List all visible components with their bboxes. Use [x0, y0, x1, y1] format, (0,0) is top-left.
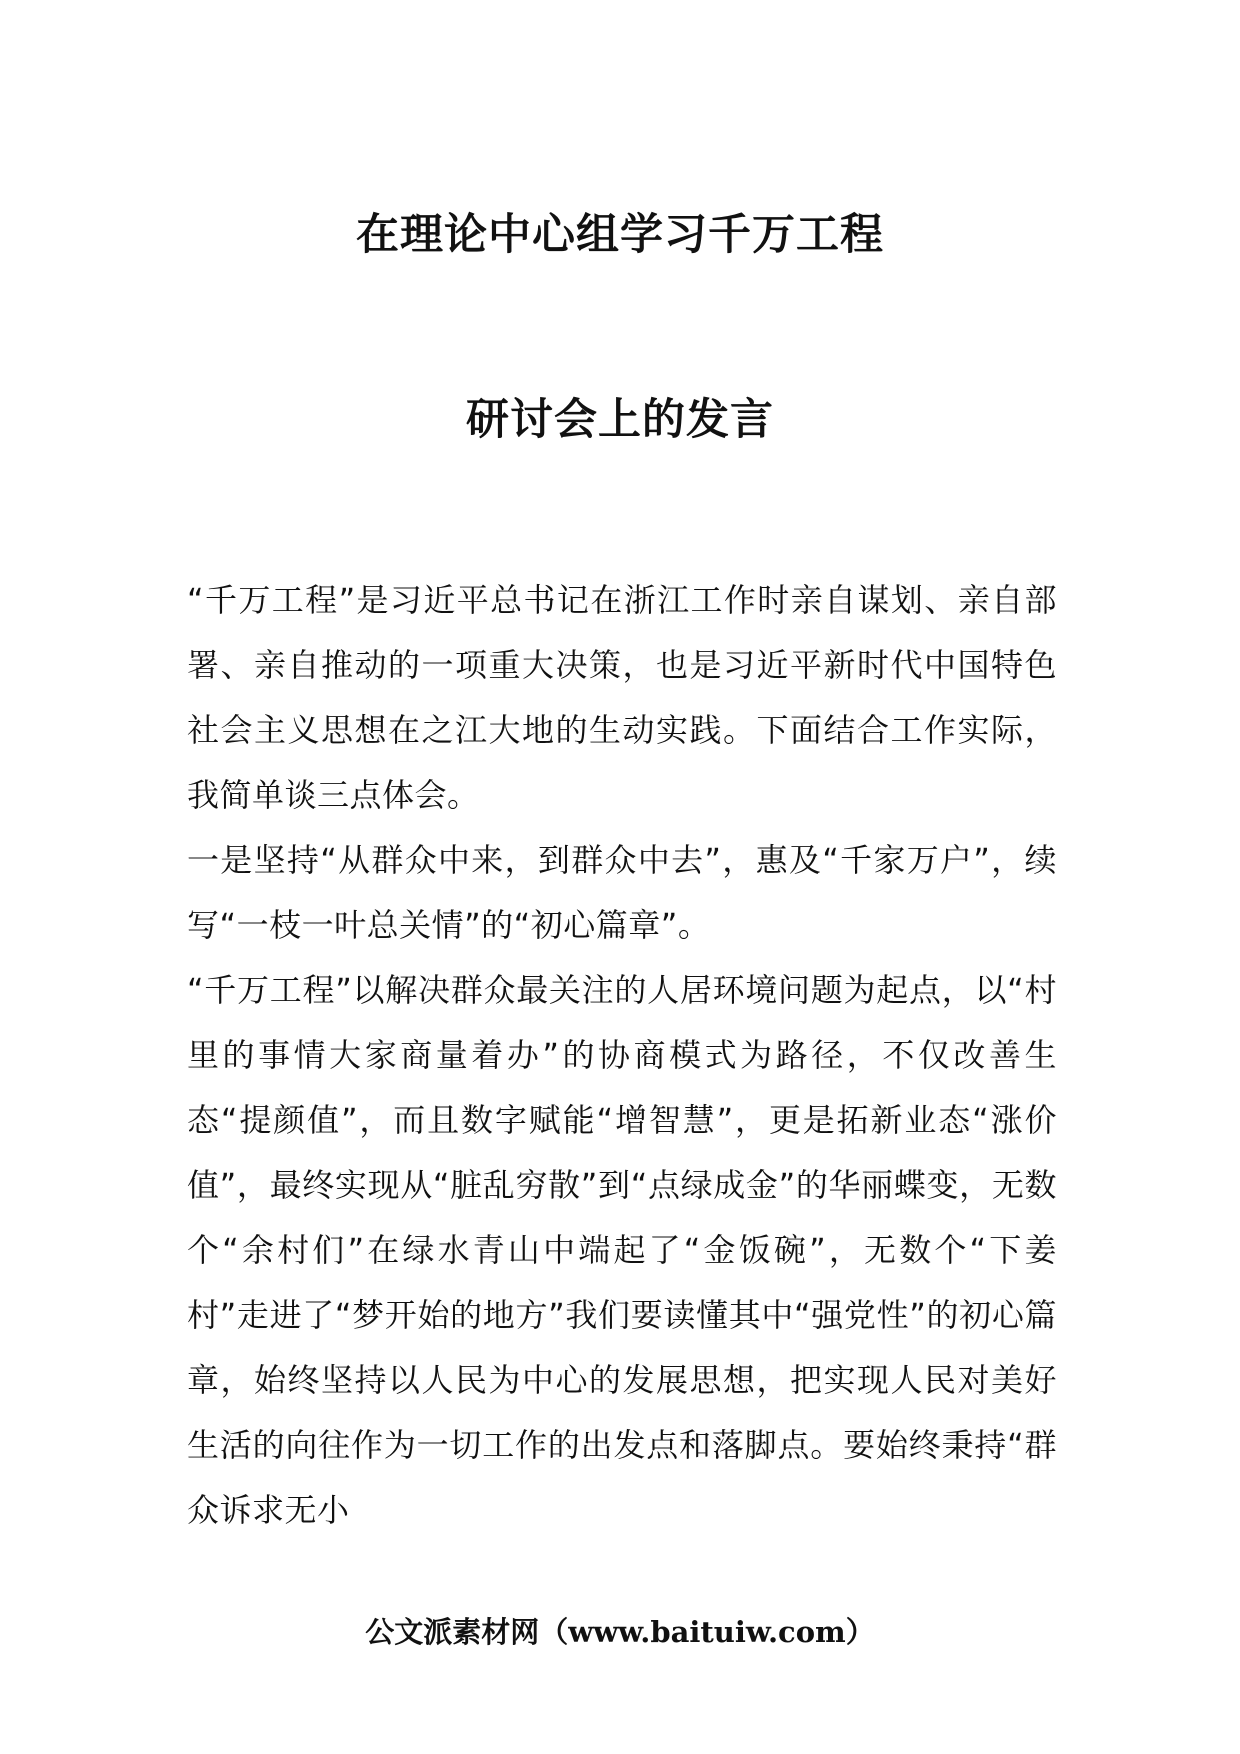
body-paragraph-point-one-detail: “千万工程”以解决群众最关注的人居环境问题为起点，以“村里的事情大家商量着办”的协商模式为路径，不仅改善生态“提颜值”，而且数字赋能“增智慧”，更是拓新业态“涨价值”，最终实现从“脏乱穷散”到“点绿成金”的华丽蝶变，无数个“余村们”在绿水青山中端起了“金饭碗”，无数个“下姜村”走进了“梦开始的地方”我们要读懂其中“强党性”的初心篇章，始终坚持以人民为中心的发展思想，把实现人民对美好生活的向往作为一切工作的出发点和落脚点。要始终秉持“群众诉求无小	[187, 971, 1057, 1529]
body-paragraph-point-one-heading: 一是坚持“从群众中来，到群众中去”，惠及“千家万户”，续写“一枝一叶总关情”的“初心篇章”。	[187, 841, 1057, 944]
document-title-line-2: 研讨会上的发言	[466, 395, 774, 445]
page-footer-source: 公文派素材网（www.baituiw.com）	[365, 1615, 875, 1649]
document-title-line-1: 在理论中心组学习千万工程	[356, 210, 884, 260]
document-body	[187, 568, 1057, 1543]
body-paragraph-intro: “千万工程”是习近平总书记在浙江工作时亲自谋划、亲自部署、亲自推动的一项重大决策，也是习近平新时代中国特色社会主义思想在之江大地的生动实践。下面结合工作实际，我简单谈三点体会。	[187, 581, 1057, 814]
